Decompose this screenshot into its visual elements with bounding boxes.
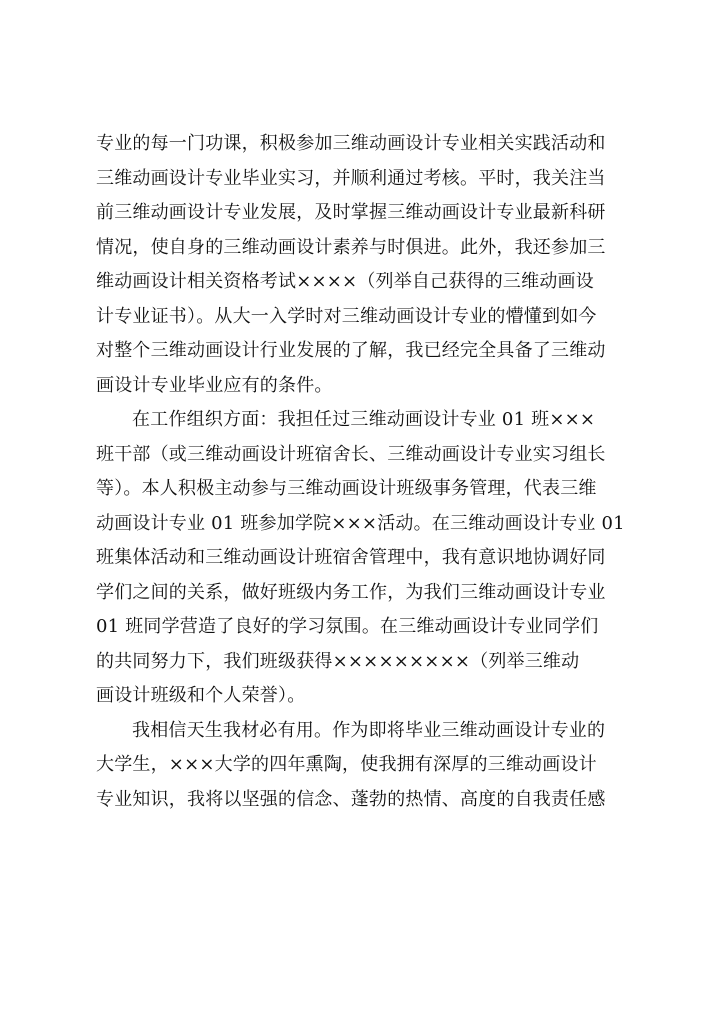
text-line: 三维动画设计专业毕业实习，并顺利通过考核。平时，我关注当 xyxy=(96,167,606,189)
text-line: 动画设计专业 01 班参加学院×××活动。在三维动画设计专业 01 xyxy=(96,512,625,534)
text-line: 班集体活动和三维动画设计班宿舍管理中，我有意识地协调好同 xyxy=(96,547,606,568)
text-line: 我相信天生我材必有用。作为即将毕业三维动画设计专业的 xyxy=(132,719,606,741)
text-line: 画设计专业毕业应有的条件。 xyxy=(96,374,333,396)
text-line: 等）。本人积极主动参与三维动画设计班级事务管理，代表三维 xyxy=(96,478,597,499)
paragraph-conclusion xyxy=(96,714,636,818)
text-line: 专业的每一门功课，积极参加三维动画设计专业相关实践活动和 xyxy=(96,133,606,154)
text-line: 专业知识，我将以坚强的信念、蓬勃的热情、高度的自我责任感 xyxy=(96,788,606,810)
text-line: 对整个三维动画设计行业发展的了解，我已经完全具备了三维动 xyxy=(96,340,606,361)
text-line: 的共同努力下，我们班级获得×××××××××（列举三维动 xyxy=(96,650,580,672)
paragraph-work-organization xyxy=(96,403,636,714)
text-line: 01 班同学营造了良好的学习氛围。在三维动画设计专业同学们 xyxy=(96,616,599,637)
text-line: 在工作组织方面：我担任过三维动画设计专业 01 班××× xyxy=(132,409,596,430)
text-line: 情况，使自身的三维动画设计素养与时俱进。此外，我还参加三 xyxy=(96,236,606,258)
text-line: 计专业证书）。从大一入学时对三维动画设计专业的懵懂到如今 xyxy=(96,305,597,327)
text-line: 维动画设计相关资格考试××××（列举自己获得的三维动画设 xyxy=(96,271,594,292)
text-line: 班干部（或三维动画设计班宿舍长、三维动画设计专业实习组长 xyxy=(96,443,606,465)
document-body xyxy=(96,127,636,817)
text-line: 学们之间的关系，做好班级内务工作，为我们三维动画设计专业 xyxy=(96,581,606,603)
text-line: 画设计班级和个人荣誉）。 xyxy=(96,685,306,706)
paragraph-study xyxy=(96,127,636,403)
text-line: 前三维动画设计专业发展，及时掌握三维动画设计专业最新科研 xyxy=(96,202,606,223)
text-line: 大学生，×××大学的四年熏陶，使我拥有深厚的三维动画设计 xyxy=(96,754,597,775)
